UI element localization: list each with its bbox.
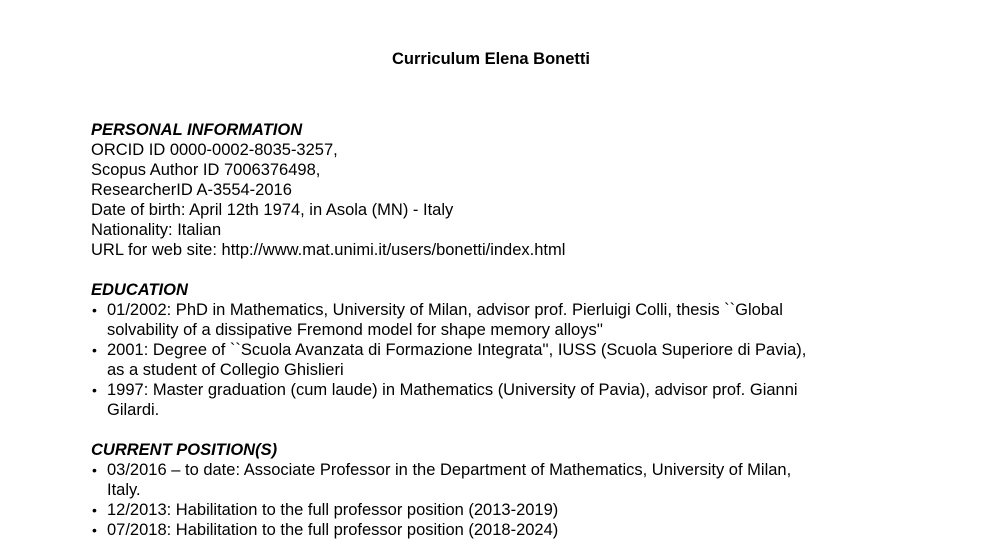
education-item-line: solvability of a dissipative Fremond model for shape memory alloys'': [107, 321, 604, 339]
education-item-line: Gilardi.: [107, 401, 160, 419]
education-item: [91, 300, 911, 340]
bullet-icon: •: [92, 382, 97, 398]
nationality-line: Nationality: Italian: [91, 221, 222, 239]
current-positions-list: [91, 460, 911, 540]
education-item-line: as a student of Collegio Ghislieri: [107, 361, 344, 379]
education-item-line: 1997: Master graduation (cum laude) in Mathematics (University of Pavia), advisor prof. Gianni: [107, 381, 798, 399]
education-item-line: 01/2002: PhD in Mathematics, University of Milan, advisor prof. Pierluigi Colli, thesis ``Global: [107, 301, 783, 319]
education-list: [91, 300, 911, 420]
orcid-line: ORCID ID 0000-0002-8035-3257,: [91, 141, 338, 159]
current-positions-section: [91, 440, 911, 540]
section-heading-personal-information: PERSONAL INFORMATION: [91, 121, 303, 139]
birth-line: Date of birth: April 12th 1974, in Asola (MN) - Italy: [91, 201, 454, 219]
education-item: [91, 380, 911, 420]
position-item-line: Italy.: [107, 481, 141, 499]
bullet-icon: •: [92, 342, 97, 358]
document-title: Curriculum Elena Bonetti: [391, 50, 591, 68]
bullet-icon: •: [92, 462, 97, 478]
section-heading-education: EDUCATION: [91, 281, 188, 299]
position-item: [91, 460, 911, 500]
scopus-line: Scopus Author ID 7006376498,: [91, 161, 321, 179]
position-item: [91, 520, 911, 540]
bullet-icon: •: [92, 302, 97, 318]
bullet-icon: •: [92, 522, 97, 538]
bullet-icon: •: [92, 502, 97, 518]
education-item-line: 2001: Degree of ``Scuola Avanzata di Formazione Integrata'', IUSS (Scuola Superiore di Pavia),: [107, 341, 807, 359]
position-item-line: 03/2016 – to date: Associate Professor in the Department of Mathematics, University of Milan,: [107, 461, 792, 479]
personal-information-section: [91, 120, 911, 260]
position-item-line: 12/2013: Habilitation to the full professor position (2013-2019): [107, 501, 559, 519]
section-heading-current-positions: CURRENT POSITION(S): [91, 441, 278, 459]
position-item-line: 07/2018: Habilitation to the full professor position (2018-2024): [107, 521, 559, 539]
website-line: URL for web site: http://www.mat.unimi.it/users/bonetti/index.html: [91, 241, 566, 259]
education-item: [91, 340, 911, 380]
position-item: [91, 500, 911, 520]
education-section: [91, 280, 911, 420]
researcherid-line: ResearcherID A-3554-2016: [91, 181, 292, 199]
